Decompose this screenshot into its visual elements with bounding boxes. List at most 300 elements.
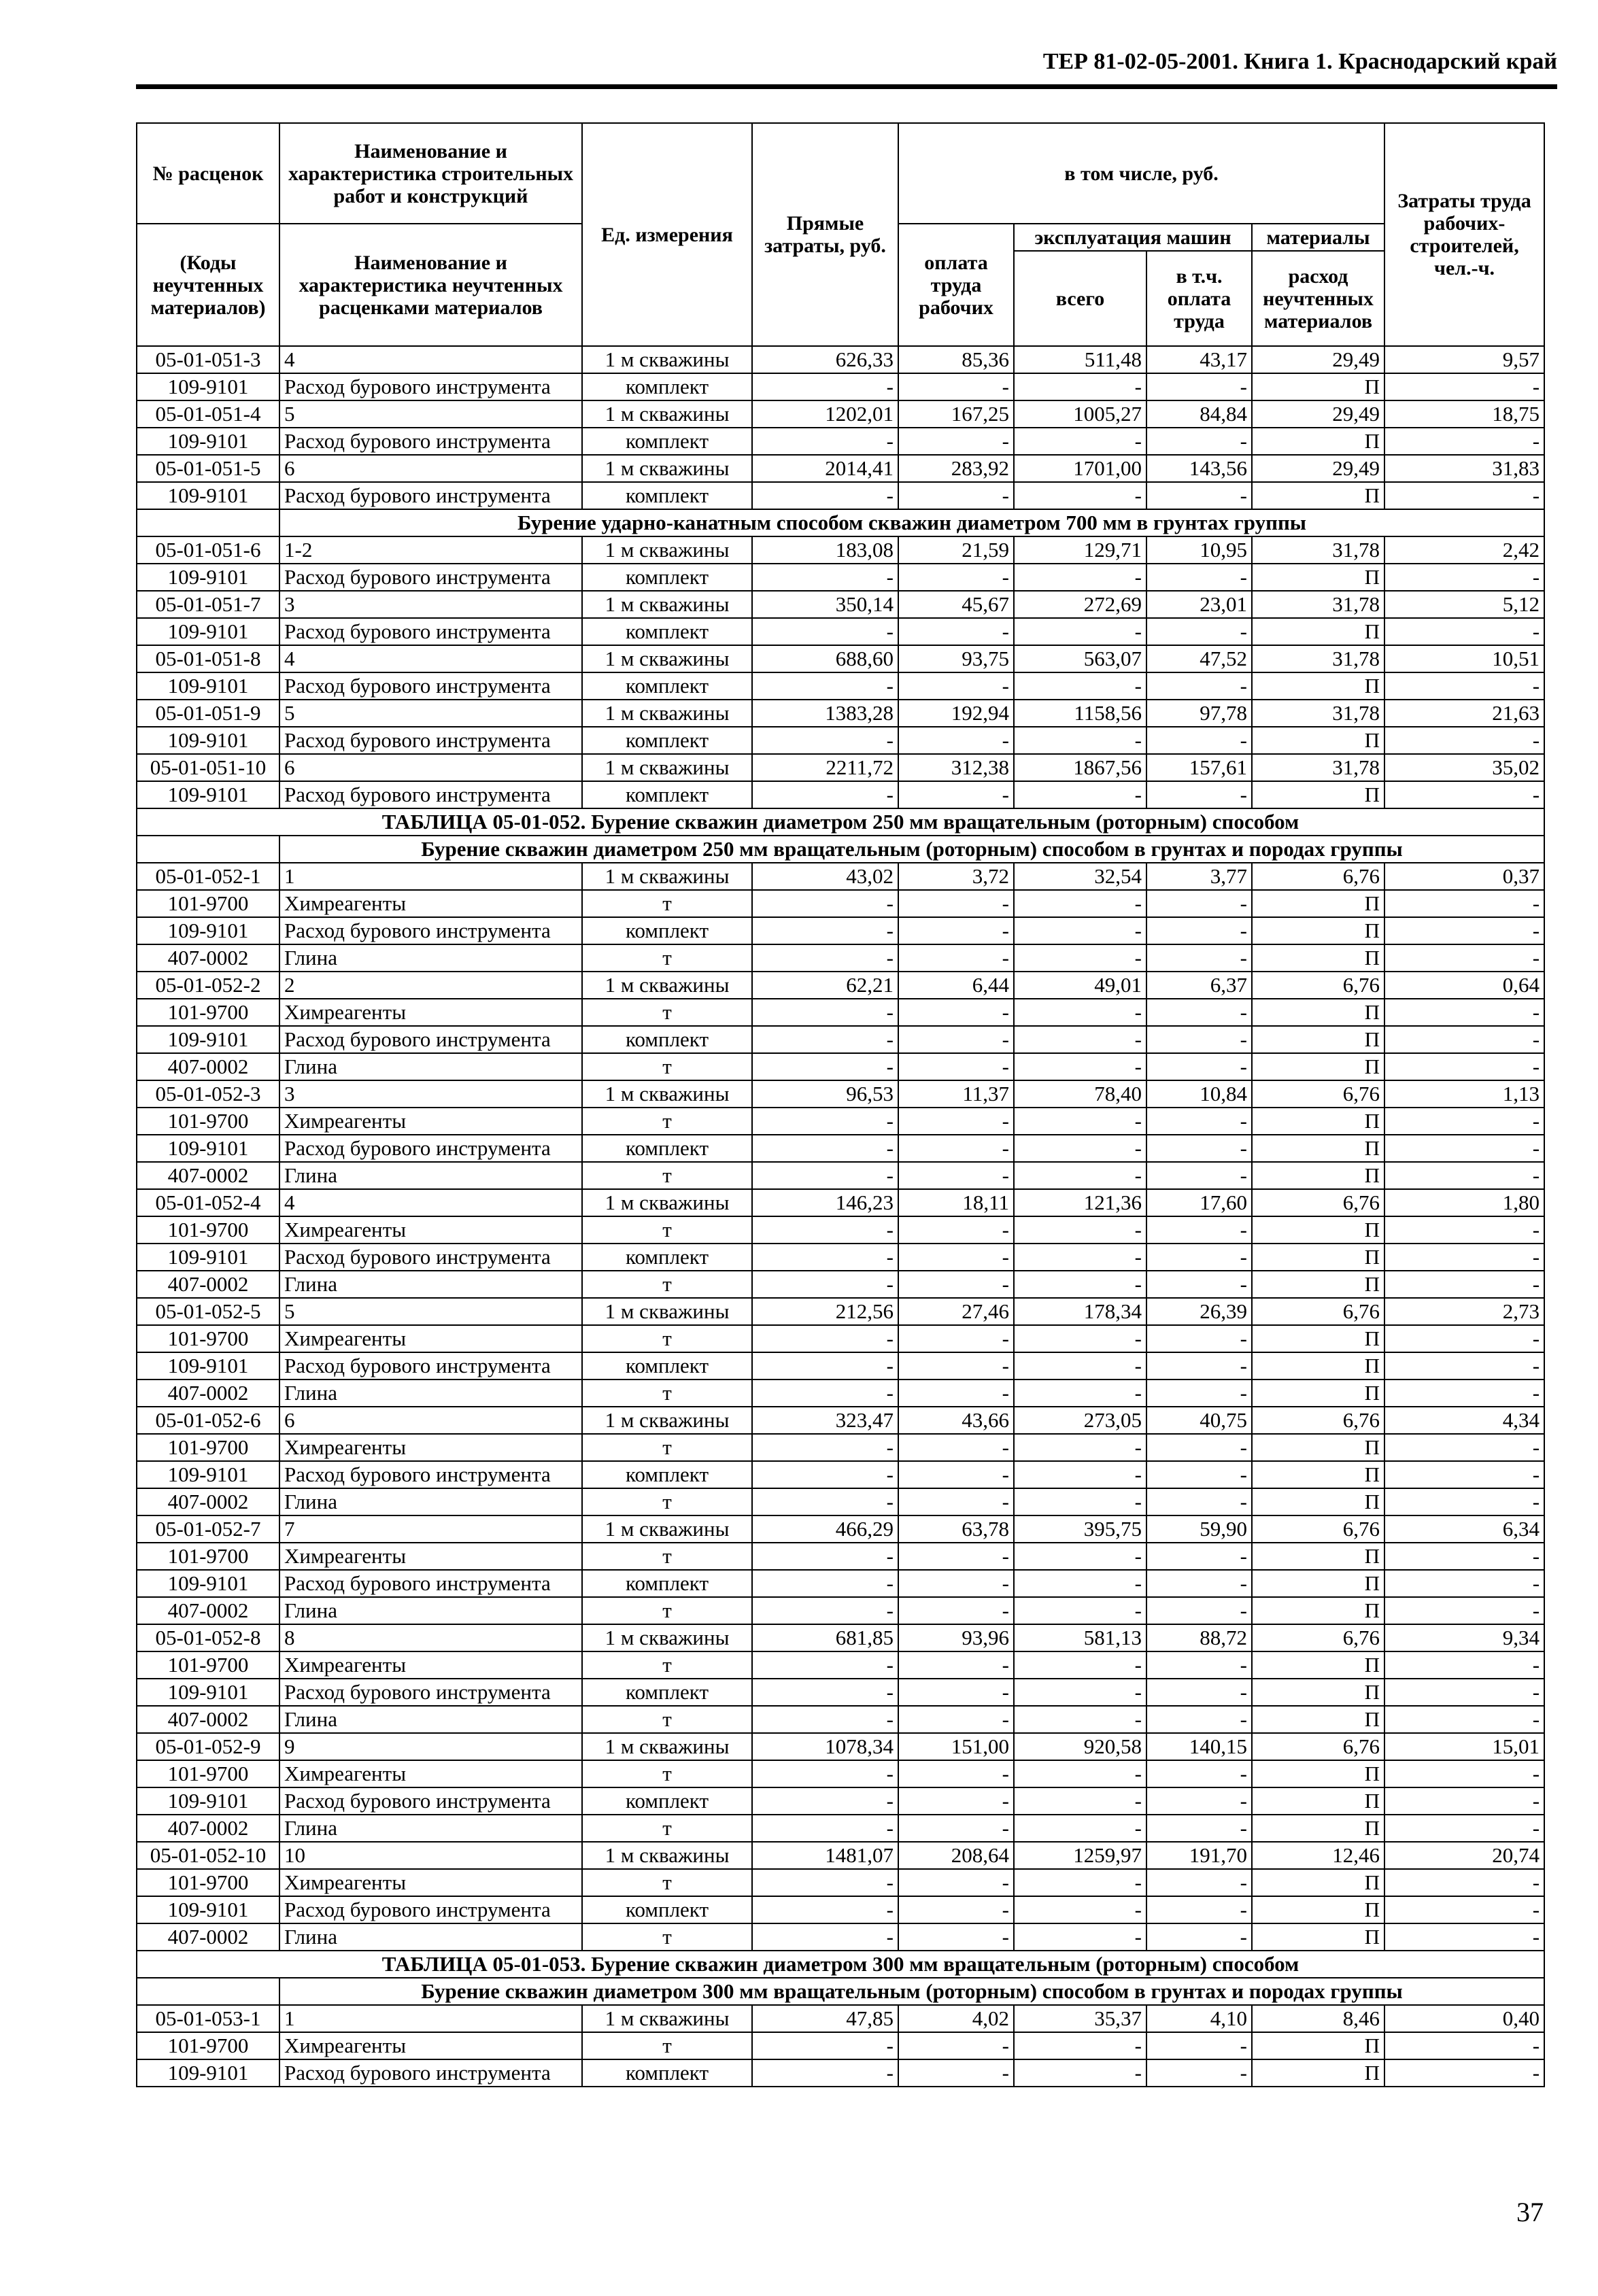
- cell-code: 407-0002: [137, 1923, 279, 1951]
- cell-materials: 31,78: [1252, 754, 1384, 781]
- cell-direct: -: [752, 1352, 898, 1380]
- cell-labor-pay: 85,36: [898, 346, 1014, 373]
- cell-code: 101-9700: [137, 999, 279, 1026]
- cell-direct: 43,02: [752, 863, 898, 890]
- cell-machines-labor: -: [1146, 2032, 1252, 2059]
- cell-direct: 1078,34: [752, 1733, 898, 1760]
- cell-direct: -: [752, 1216, 898, 1244]
- cell-machines-total: -: [1014, 2032, 1146, 2059]
- cell-code: 109-9101: [137, 1244, 279, 1271]
- cell-machines-total: -: [1014, 1679, 1146, 1706]
- cell-labor-cost: 2,73: [1384, 1298, 1544, 1325]
- table-row: [137, 482, 1544, 509]
- cell-labor-cost: 35,02: [1384, 754, 1544, 781]
- cell-machines-total: 1701,00: [1014, 455, 1146, 482]
- cell-name: Расход бурового инструмента: [279, 1570, 582, 1597]
- cell-materials: 31,78: [1252, 591, 1384, 618]
- cell-machines-total: -: [1014, 727, 1146, 754]
- cell-machines-total: 563,07: [1014, 645, 1146, 672]
- cell-labor-pay: -: [898, 1787, 1014, 1815]
- cell-machines-labor: -: [1146, 944, 1252, 972]
- table-row: [137, 536, 1544, 564]
- cell-direct: 681,85: [752, 1624, 898, 1651]
- cell-labor-pay: 6,44: [898, 972, 1014, 999]
- cell-labor-pay: 167,25: [898, 400, 1014, 428]
- cell-labor-cost: -: [1384, 1271, 1544, 1298]
- cell-code: 05-01-051-9: [137, 700, 279, 727]
- table-row: [137, 1434, 1544, 1461]
- cell-code: 109-9101: [137, 428, 279, 455]
- cell-name: 7: [279, 1515, 582, 1543]
- cell-name: Глина: [279, 1162, 582, 1189]
- table-row: [137, 346, 1544, 373]
- cell-labor-pay: -: [898, 890, 1014, 917]
- cell-direct: -: [752, 1706, 898, 1733]
- cell-unit: комплект: [582, 727, 752, 754]
- cell-name: Химреагенты: [279, 890, 582, 917]
- cell-name: Расход бурового инструмента: [279, 1787, 582, 1815]
- cell-materials: П: [1252, 1896, 1384, 1923]
- cell-materials: П: [1252, 1488, 1384, 1515]
- cell-code: 101-9700: [137, 890, 279, 917]
- cell-machines-labor: -: [1146, 1325, 1252, 1352]
- cell-unit: комплект: [582, 1352, 752, 1380]
- cell-labor-pay: -: [898, 1570, 1014, 1597]
- table-row: [137, 1706, 1544, 1733]
- table-row: [137, 1189, 1544, 1216]
- cell-unit: т: [582, 1815, 752, 1842]
- section-title: Бурение ударно-канатным способом скважин диаметром 700 мм в грунтах группы: [279, 509, 1544, 536]
- cell-unit: комплект: [582, 1679, 752, 1706]
- cell-name: 4: [279, 645, 582, 672]
- cell-machines-labor: -: [1146, 1461, 1252, 1488]
- cell-machines-labor: -: [1146, 1923, 1252, 1951]
- cell-direct: -: [752, 1679, 898, 1706]
- cell-code: 05-01-052-7: [137, 1515, 279, 1543]
- cell-name: 6: [279, 1407, 582, 1434]
- cell-name: Химреагенты: [279, 1543, 582, 1570]
- cell-machines-total: -: [1014, 890, 1146, 917]
- cell-labor-pay: -: [898, 727, 1014, 754]
- cell-unit: 1 м скважины: [582, 1624, 752, 1651]
- cell-labor-pay: -: [898, 1923, 1014, 1951]
- cell-labor-cost: -: [1384, 1053, 1544, 1080]
- table-row: [137, 2059, 1544, 2087]
- table-row: [137, 999, 1544, 1026]
- cell-code: 109-9101: [137, 727, 279, 754]
- cell-machines-total: -: [1014, 1923, 1146, 1951]
- cell-machines-labor: -: [1146, 1162, 1252, 1189]
- cell-unit: комплект: [582, 428, 752, 455]
- header-rule: [136, 84, 1557, 89]
- cell-name: Расход бурового инструмента: [279, 1896, 582, 1923]
- cell-code: 05-01-051-7: [137, 591, 279, 618]
- cell-code: 05-01-052-3: [137, 1080, 279, 1108]
- cell-code: 05-01-051-8: [137, 645, 279, 672]
- table-row: [137, 1244, 1544, 1271]
- cell-code: 05-01-052-10: [137, 1842, 279, 1869]
- cell-code: 109-9101: [137, 618, 279, 645]
- section-row: [137, 836, 1544, 863]
- cell-labor-cost: -: [1384, 1325, 1544, 1352]
- cell-direct: -: [752, 917, 898, 944]
- cell-code: 407-0002: [137, 1488, 279, 1515]
- cell-code: 05-01-052-6: [137, 1407, 279, 1434]
- cell-machines-total: 78,40: [1014, 1080, 1146, 1108]
- cell-labor-pay: -: [898, 1869, 1014, 1896]
- cell-materials: 8,46: [1252, 2005, 1384, 2032]
- cell-code: 407-0002: [137, 1815, 279, 1842]
- cell-machines-total: 920,58: [1014, 1733, 1146, 1760]
- cell-labor-pay: 208,64: [898, 1842, 1014, 1869]
- cell-unit: т: [582, 1488, 752, 1515]
- cell-unit: т: [582, 1325, 752, 1352]
- table-row: [137, 1679, 1544, 1706]
- cell-name: 4: [279, 346, 582, 373]
- cell-materials: П: [1252, 1543, 1384, 1570]
- section-spacer: [137, 836, 279, 863]
- table-row: [137, 1352, 1544, 1380]
- cell-machines-total: 273,05: [1014, 1407, 1146, 1434]
- cell-unit: т: [582, 2032, 752, 2059]
- cell-name: Химреагенты: [279, 999, 582, 1026]
- cell-name: Глина: [279, 1815, 582, 1842]
- cell-materials: П: [1252, 1244, 1384, 1271]
- cell-materials: 6,76: [1252, 1298, 1384, 1325]
- cell-code: 101-9700: [137, 1543, 279, 1570]
- cell-machines-labor: 43,17: [1146, 346, 1252, 373]
- cell-materials: П: [1252, 1380, 1384, 1407]
- cell-labor-pay: -: [898, 1053, 1014, 1080]
- cell-direct: -: [752, 1651, 898, 1679]
- cell-unit: 1 м скважины: [582, 346, 752, 373]
- table-row: [137, 1543, 1544, 1570]
- cell-labor-pay: -: [898, 2032, 1014, 2059]
- cell-machines-total: -: [1014, 1461, 1146, 1488]
- cell-direct: 2014,41: [752, 455, 898, 482]
- cell-code: 407-0002: [137, 1597, 279, 1624]
- cell-machines-labor: -: [1146, 1135, 1252, 1162]
- cell-unit: т: [582, 1434, 752, 1461]
- cell-machines-total: 1158,56: [1014, 700, 1146, 727]
- cell-machines-labor: 157,61: [1146, 754, 1252, 781]
- cell-machines-labor: 143,56: [1146, 455, 1252, 482]
- cell-materials: П: [1252, 1135, 1384, 1162]
- cell-unit: 1 м скважины: [582, 1298, 752, 1325]
- cell-machines-labor: -: [1146, 1679, 1252, 1706]
- cell-machines-total: -: [1014, 1244, 1146, 1271]
- cell-name: Расход бурового инструмента: [279, 428, 582, 455]
- cell-name: 1: [279, 2005, 582, 2032]
- cell-machines-labor: 17,60: [1146, 1189, 1252, 1216]
- cell-machines-total: 35,37: [1014, 2005, 1146, 2032]
- col-code-bottom: (Коды неучтенных материалов): [137, 224, 279, 346]
- cell-labor-pay: -: [898, 1651, 1014, 1679]
- cell-machines-labor: 10,95: [1146, 536, 1252, 564]
- cell-labor-cost: -: [1384, 1488, 1544, 1515]
- cell-labor-pay: -: [898, 1896, 1014, 1923]
- cell-machines-total: 178,34: [1014, 1298, 1146, 1325]
- table-row: [137, 1298, 1544, 1325]
- cell-direct: -: [752, 1162, 898, 1189]
- section-title: Бурение скважин диаметром 250 мм вращательным (роторным) способом в грунтах и породах группы: [279, 836, 1544, 863]
- cell-name: Расход бурового инструмента: [279, 482, 582, 509]
- cell-labor-cost: -: [1384, 1787, 1544, 1815]
- cell-labor-cost: -: [1384, 1461, 1544, 1488]
- cell-direct: -: [752, 1244, 898, 1271]
- cell-labor-pay: 45,67: [898, 591, 1014, 618]
- cell-direct: -: [752, 2059, 898, 2087]
- cell-labor-cost: -: [1384, 1216, 1544, 1244]
- cell-name: Расход бурового инструмента: [279, 618, 582, 645]
- cell-labor-cost: -: [1384, 1543, 1544, 1570]
- cell-direct: -: [752, 781, 898, 808]
- table-row: [137, 863, 1544, 890]
- col-labor-pay: оплата труда рабочих: [898, 224, 1014, 346]
- cell-materials: 6,76: [1252, 1624, 1384, 1651]
- cell-name: Глина: [279, 1706, 582, 1733]
- cell-labor-cost: -: [1384, 482, 1544, 509]
- cell-labor-pay: -: [898, 2059, 1014, 2087]
- cell-machines-total: -: [1014, 482, 1146, 509]
- cell-name: 3: [279, 1080, 582, 1108]
- cell-machines-labor: -: [1146, 482, 1252, 509]
- cell-labor-pay: -: [898, 1325, 1014, 1352]
- cell-unit: т: [582, 890, 752, 917]
- cell-materials: П: [1252, 373, 1384, 400]
- cell-unit: т: [582, 1216, 752, 1244]
- cell-unit: комплект: [582, 482, 752, 509]
- cell-name: 5: [279, 700, 582, 727]
- cell-unit: комплект: [582, 2059, 752, 2087]
- cell-materials: 6,76: [1252, 1189, 1384, 1216]
- page-number: 37: [1516, 2197, 1544, 2227]
- cell-labor-pay: -: [898, 428, 1014, 455]
- cell-direct: -: [752, 1271, 898, 1298]
- cell-unit: т: [582, 1162, 752, 1189]
- cell-labor-pay: 192,94: [898, 700, 1014, 727]
- cell-name: 3: [279, 591, 582, 618]
- cell-name: Расход бурового инструмента: [279, 373, 582, 400]
- cell-unit: комплект: [582, 1570, 752, 1597]
- cell-name: Глина: [279, 944, 582, 972]
- cell-direct: 350,14: [752, 591, 898, 618]
- cell-unit: т: [582, 1380, 752, 1407]
- cell-materials: П: [1252, 1053, 1384, 1080]
- cell-materials: П: [1252, 944, 1384, 972]
- cell-unit: 1 м скважины: [582, 2005, 752, 2032]
- cell-machines-total: 1005,27: [1014, 400, 1146, 428]
- cell-code: 109-9101: [137, 482, 279, 509]
- cell-machines-labor: -: [1146, 890, 1252, 917]
- cell-machines-labor: 3,77: [1146, 863, 1252, 890]
- cell-machines-total: -: [1014, 1271, 1146, 1298]
- table-row: [137, 1461, 1544, 1488]
- cell-unit: 1 м скважины: [582, 1842, 752, 1869]
- cell-direct: 1481,07: [752, 1842, 898, 1869]
- cell-code: 05-01-053-1: [137, 2005, 279, 2032]
- cell-labor-cost: -: [1384, 727, 1544, 754]
- table-row: [137, 2032, 1544, 2059]
- cell-materials: П: [1252, 672, 1384, 700]
- table-row: [137, 1216, 1544, 1244]
- cell-labor-pay: -: [898, 1760, 1014, 1787]
- table-row: [137, 754, 1544, 781]
- cell-code: 109-9101: [137, 917, 279, 944]
- cell-machines-labor: -: [1146, 1108, 1252, 1135]
- cell-labor-cost: -: [1384, 1597, 1544, 1624]
- cell-materials: П: [1252, 1216, 1384, 1244]
- cell-labor-cost: -: [1384, 999, 1544, 1026]
- cell-machines-total: -: [1014, 672, 1146, 700]
- cell-unit: комплект: [582, 1787, 752, 1815]
- cell-labor-pay: 27,46: [898, 1298, 1014, 1325]
- cell-machines-labor: 59,90: [1146, 1515, 1252, 1543]
- cell-name: 5: [279, 400, 582, 428]
- cell-labor-cost: -: [1384, 618, 1544, 645]
- cell-labor-pay: 11,37: [898, 1080, 1014, 1108]
- table-row: [137, 1869, 1544, 1896]
- cell-unit: т: [582, 1597, 752, 1624]
- cell-labor-pay: -: [898, 373, 1014, 400]
- cell-code: 05-01-052-9: [137, 1733, 279, 1760]
- cell-machines-total: -: [1014, 1651, 1146, 1679]
- cell-labor-pay: -: [898, 1271, 1014, 1298]
- col-labor-cost: Затраты труда рабочих-строителей, чел.-ч.: [1384, 123, 1544, 346]
- cell-machines-labor: 88,72: [1146, 1624, 1252, 1651]
- cell-materials: 31,78: [1252, 700, 1384, 727]
- cell-labor-cost: 0,37: [1384, 863, 1544, 890]
- cell-labor-cost: -: [1384, 564, 1544, 591]
- cell-labor-cost: 31,83: [1384, 455, 1544, 482]
- cell-machines-total: -: [1014, 1434, 1146, 1461]
- cell-labor-pay: -: [898, 999, 1014, 1026]
- table-row: [137, 618, 1544, 645]
- cell-labor-cost: -: [1384, 1815, 1544, 1842]
- cell-machines-total: 1259,97: [1014, 1842, 1146, 1869]
- cell-machines-total: -: [1014, 1162, 1146, 1189]
- cell-labor-pay: 93,75: [898, 645, 1014, 672]
- cell-direct: 626,33: [752, 346, 898, 373]
- cell-materials: П: [1252, 1597, 1384, 1624]
- cell-materials: П: [1252, 428, 1384, 455]
- cell-direct: -: [752, 1434, 898, 1461]
- cell-labor-pay: -: [898, 1108, 1014, 1135]
- cell-labor-cost: -: [1384, 1896, 1544, 1923]
- cell-unit: комплект: [582, 1244, 752, 1271]
- cell-machines-total: -: [1014, 1896, 1146, 1923]
- cell-code: 109-9101: [137, 1352, 279, 1380]
- table-row: [137, 1760, 1544, 1787]
- cell-machines-labor: 191,70: [1146, 1842, 1252, 1869]
- cell-name: Расход бурового инструмента: [279, 1244, 582, 1271]
- cell-materials: П: [1252, 1162, 1384, 1189]
- cell-name: 4: [279, 1189, 582, 1216]
- cell-labor-cost: -: [1384, 781, 1544, 808]
- cell-labor-cost: -: [1384, 1352, 1544, 1380]
- cell-name: 5: [279, 1298, 582, 1325]
- cell-name: Химреагенты: [279, 2032, 582, 2059]
- cell-labor-cost: -: [1384, 1570, 1544, 1597]
- cell-direct: -: [752, 1053, 898, 1080]
- cell-machines-labor: 140,15: [1146, 1733, 1252, 1760]
- cell-direct: 146,23: [752, 1189, 898, 1216]
- cell-unit: комплект: [582, 672, 752, 700]
- table-row: [137, 672, 1544, 700]
- cell-direct: -: [752, 428, 898, 455]
- cell-unit: 1 м скважины: [582, 591, 752, 618]
- cell-labor-pay: 4,02: [898, 2005, 1014, 2032]
- cell-labor-pay: 283,92: [898, 455, 1014, 482]
- table-row: [137, 1325, 1544, 1352]
- cell-materials: П: [1252, 1787, 1384, 1815]
- table-row: [137, 1515, 1544, 1543]
- cell-materials: П: [1252, 1869, 1384, 1896]
- cell-machines-total: 32,54: [1014, 863, 1146, 890]
- cell-name: Глина: [279, 1488, 582, 1515]
- col-machines: эксплуатация машин: [1014, 224, 1252, 251]
- cell-name: Расход бурового инструмента: [279, 1679, 582, 1706]
- table-row: [137, 1026, 1544, 1053]
- cell-labor-cost: 21,63: [1384, 700, 1544, 727]
- cell-code: 05-01-052-8: [137, 1624, 279, 1651]
- cell-name: Расход бурового инструмента: [279, 672, 582, 700]
- cell-machines-labor: -: [1146, 1760, 1252, 1787]
- cell-name: Расход бурового инструмента: [279, 1026, 582, 1053]
- cell-labor-cost: 1,13: [1384, 1080, 1544, 1108]
- table-row: [137, 727, 1544, 754]
- cell-code: 101-9700: [137, 1325, 279, 1352]
- cell-labor-cost: -: [1384, 1760, 1544, 1787]
- cell-direct: -: [752, 672, 898, 700]
- document-header: ТЕР 81-02-05-2001. Книга 1. Краснодарский край: [1042, 49, 1557, 74]
- table-row: [137, 455, 1544, 482]
- cell-unit: 1 м скважины: [582, 863, 752, 890]
- cell-labor-pay: -: [898, 1679, 1014, 1706]
- cell-labor-cost: -: [1384, 2032, 1544, 2059]
- cell-machines-total: 511,48: [1014, 346, 1146, 373]
- cell-materials: 6,76: [1252, 1515, 1384, 1543]
- cell-machines-labor: -: [1146, 618, 1252, 645]
- cell-unit: комплект: [582, 564, 752, 591]
- cell-materials: П: [1252, 1026, 1384, 1053]
- cell-name: Глина: [279, 1923, 582, 1951]
- cell-machines-total: -: [1014, 1706, 1146, 1733]
- table-row: [137, 1570, 1544, 1597]
- cell-code: 109-9101: [137, 1135, 279, 1162]
- cell-machines-total: 272,69: [1014, 591, 1146, 618]
- cell-materials: П: [1252, 1325, 1384, 1352]
- table-row: [137, 1135, 1544, 1162]
- cell-labor-pay: -: [898, 1162, 1014, 1189]
- cell-labor-cost: -: [1384, 1108, 1544, 1135]
- cell-machines-total: -: [1014, 1352, 1146, 1380]
- cell-machines-total: -: [1014, 1026, 1146, 1053]
- cell-machines-total: -: [1014, 618, 1146, 645]
- table-row: [137, 1624, 1544, 1651]
- cell-name: 6: [279, 455, 582, 482]
- cell-labor-pay: -: [898, 672, 1014, 700]
- cell-machines-labor: -: [1146, 917, 1252, 944]
- cell-unit: т: [582, 999, 752, 1026]
- cell-materials: П: [1252, 2059, 1384, 2087]
- cell-unit: т: [582, 1108, 752, 1135]
- cell-unit: 1 м скважины: [582, 536, 752, 564]
- cell-labor-pay: 3,72: [898, 863, 1014, 890]
- cell-materials: 31,78: [1252, 536, 1384, 564]
- cell-code: 407-0002: [137, 944, 279, 972]
- cell-machines-total: -: [1014, 1380, 1146, 1407]
